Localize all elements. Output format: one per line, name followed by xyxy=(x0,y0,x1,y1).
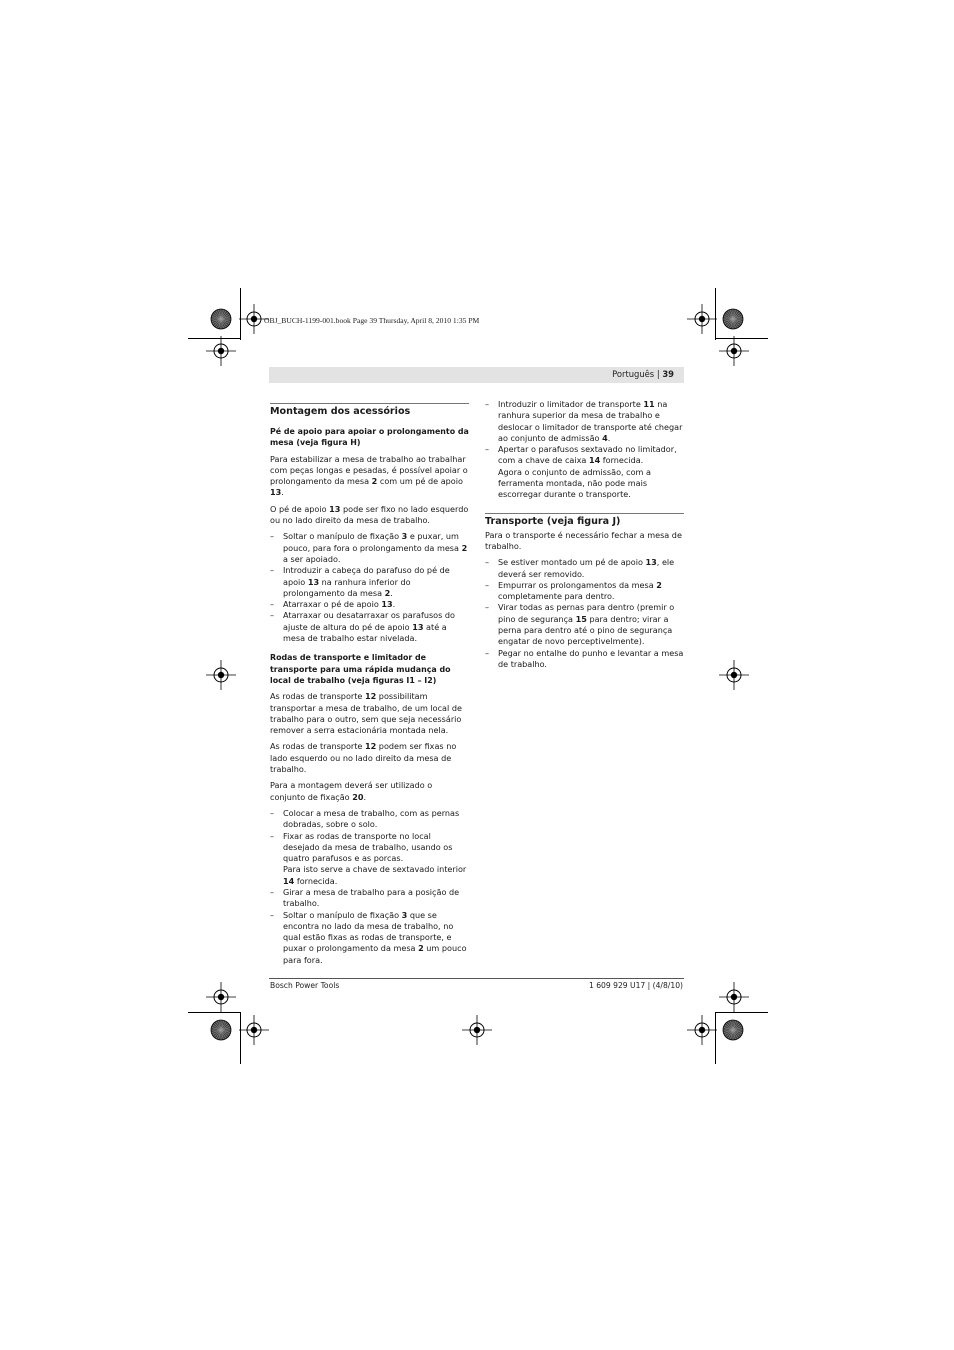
dash-bullet: – xyxy=(270,830,275,841)
step-text: Colocar a mesa de trabalho, com as pernas dobradas, sobre o solo. xyxy=(283,807,460,830)
reference-number: 12 xyxy=(364,741,377,752)
registration-mark-icon xyxy=(462,1015,492,1045)
reference-number: 14 xyxy=(283,875,295,886)
registration-mark-icon xyxy=(719,982,749,1012)
dash-bullet: – xyxy=(270,610,275,621)
transport-steps xyxy=(485,557,684,670)
foot-support-steps xyxy=(270,531,469,644)
transport-limiter-steps xyxy=(485,399,684,501)
header-separator: | xyxy=(654,369,663,379)
list-item xyxy=(485,444,684,500)
list-item xyxy=(485,648,684,671)
registration-mark-icon xyxy=(687,304,717,334)
dash-bullet: – xyxy=(485,557,490,568)
reference-number: 12 xyxy=(364,691,377,702)
right-column xyxy=(485,399,684,670)
crop-mark xyxy=(240,288,241,340)
footer-rule xyxy=(269,978,684,979)
dash-bullet: – xyxy=(270,807,275,818)
reference-number: 20 xyxy=(352,791,364,802)
list-item xyxy=(485,602,684,647)
header-page-number: 39 xyxy=(662,369,674,379)
step-note: Para isto serve a chave de sextavado interior 14 fornecida. xyxy=(283,864,467,886)
step-text: Pegar no entalhe do punho e levantar a mesa de trabalho. xyxy=(498,647,684,669)
reference-number: 3 xyxy=(401,531,408,542)
reference-number: 2 xyxy=(461,542,468,553)
dash-bullet: – xyxy=(270,599,275,610)
foot-support-paragraph-1: Para estabilizar a mesa de trabalho ao trabalhar com peças longas e pesadas, é possível apoiar o prolongamento da mesa 2 com um pé de apoio 13. xyxy=(270,453,468,498)
reference-number: 13 xyxy=(381,599,393,610)
crop-mark xyxy=(188,1012,240,1013)
dash-bullet: – xyxy=(270,886,275,897)
crop-mark xyxy=(716,1012,768,1013)
list-item xyxy=(270,910,469,966)
book-file-info: OBJ_BUCH-1199-001.book Page 39 Thursday, April 8, 2010 1:35 PM xyxy=(264,316,480,325)
crop-mark xyxy=(240,1012,241,1064)
step-text: Se estiver montado um pé de apoio 13, ele deverá ser removido. xyxy=(498,557,675,579)
color-target-icon xyxy=(722,1019,744,1041)
page-header-bar xyxy=(269,367,684,383)
crop-mark xyxy=(715,1012,716,1064)
wheels-heading: Rodas de transporte e limitador de transporte para uma rápida mudança do local de trabalho (veja figuras I1 – I2) xyxy=(270,653,451,685)
step-text: Apertar o parafusos sextavado no limitador, com a chave de caixa 14 fornecida. xyxy=(498,444,677,466)
list-item xyxy=(270,565,469,599)
reference-number: 2 xyxy=(656,579,662,590)
list-item xyxy=(485,557,684,580)
wheels-paragraph-1: As rodas de transporte 12 possibilitam transportar a mesa de trabalho, de um local de trabalho para o outro, sem que seja necessário remover a serra estacionária montada nela. xyxy=(270,691,462,736)
registration-mark-icon xyxy=(719,660,749,690)
dash-bullet: – xyxy=(485,444,490,455)
step-text: Introduzir o limitador de transporte 11 na ranhura superior da mesa de trabalho e deslocar o limitador de transporte até chegar ao conjunto de admissão 4. xyxy=(498,399,683,443)
section-rule xyxy=(485,513,684,514)
dash-bullet: – xyxy=(270,565,275,576)
step-text: Soltar o manípulo de fixação 3 que se encontra no lado da mesa de trabalho, no qual estão fixas as rodas de transporte, e puxar o prolongamento da mesa 2 um pouco para fora. xyxy=(283,909,467,965)
reference-number: 2 xyxy=(384,587,391,598)
reference-number: 13 xyxy=(329,503,341,514)
registration-mark-icon xyxy=(687,1015,717,1045)
wheels-paragraph-3: Para a montagem deverá ser utilizado o conjunto de fixação 20. xyxy=(270,780,433,802)
step-text: Atarraxar o pé de apoio 13. xyxy=(283,599,396,610)
section-rule xyxy=(270,403,469,404)
section-title: Montagem dos acessórios xyxy=(270,406,411,417)
registration-mark-icon xyxy=(239,1015,269,1045)
wheels-paragraph-2: As rodas de transporte 12 podem ser fixas no lado esquerdo ou no lado direito da mesa de trabalho. xyxy=(270,741,457,775)
list-item xyxy=(270,610,469,644)
registration-mark-icon xyxy=(206,982,236,1012)
reference-number: 13 xyxy=(645,557,657,568)
crop-mark xyxy=(716,338,768,339)
list-item xyxy=(270,599,469,610)
list-item xyxy=(270,531,469,565)
color-target-icon xyxy=(210,308,232,330)
foot-support-paragraph-2: O pé de apoio 13 pode ser fixo no lado esquerdo ou no lado direito da mesa de trabalho. xyxy=(270,503,469,526)
dash-bullet: – xyxy=(485,579,490,590)
registration-mark-icon xyxy=(719,336,749,366)
color-target-icon xyxy=(210,1019,232,1041)
list-item xyxy=(270,831,469,887)
reference-number: 13 xyxy=(307,576,320,587)
reference-number: 14 xyxy=(588,455,601,466)
dash-bullet: – xyxy=(485,399,490,409)
transport-paragraph: Para o transporte é necessário fechar a mesa de trabalho. xyxy=(485,529,682,551)
list-item xyxy=(270,808,469,831)
left-column xyxy=(270,403,469,966)
reference-number: 15 xyxy=(575,613,587,624)
step-note: Agora o conjunto de admissão, com a ferramenta montada, não pode mais escorregar durante o transporte. xyxy=(498,466,651,500)
reference-number: 11 xyxy=(643,399,655,409)
registration-mark-icon xyxy=(206,660,236,690)
reference-number: 13 xyxy=(412,621,424,632)
registration-mark-icon xyxy=(206,336,236,366)
dash-bullet: – xyxy=(270,531,275,542)
reference-number: 13 xyxy=(270,487,282,498)
list-item xyxy=(270,887,469,910)
wheels-steps xyxy=(270,808,469,966)
step-text: Soltar o manípulo de fixação 3 e puxar, um pouco, para fora o prolongamento da mesa 2 a ser apoiado. xyxy=(283,531,468,564)
list-item xyxy=(485,399,684,444)
dash-bullet: – xyxy=(270,909,275,920)
reference-number: 2 xyxy=(418,943,424,954)
footer-brand: Bosch Power Tools xyxy=(270,981,340,990)
transport-heading: Transporte (veja figura J) xyxy=(485,515,621,527)
list-item xyxy=(485,580,684,603)
step-text: Introduzir a cabeça do parafuso do pé de apoio 13 na ranhura inferior do prolongamento da mesa 2. xyxy=(283,565,450,598)
step-text: Atarraxar ou desatarraxar os parafusos do ajuste de altura do pé de apoio 13 até a mesa de trabalho estar nivelada. xyxy=(283,610,456,644)
crop-mark xyxy=(188,338,240,339)
reference-number: 4 xyxy=(602,432,608,443)
step-text: Fixar as rodas de transporte no local desejado da mesa de trabalho, usando os quatro parafusos e as porcas. xyxy=(283,830,453,864)
crop-mark xyxy=(715,288,716,340)
reference-number: 2 xyxy=(371,476,378,487)
step-text: Empurrar os prolongamentos da mesa 2 completamente para dentro. xyxy=(498,579,662,602)
step-text: Girar a mesa de trabalho para a posição de trabalho. xyxy=(283,886,460,909)
color-target-icon xyxy=(722,308,744,330)
foot-support-heading: Pé de apoio para apoiar o prolongamento da mesa (veja figura H) xyxy=(270,427,469,448)
header-language: Português xyxy=(612,369,655,379)
reference-number: 3 xyxy=(401,909,408,920)
dash-bullet: – xyxy=(485,647,490,658)
page-header-text xyxy=(612,369,674,379)
step-text: Virar todas as pernas para dentro (premir o pino de segurança 15 para dentro; virar a perna para dentro até o pino de segurança engatar de novo perceptivelmente). xyxy=(498,602,675,647)
dash-bullet: – xyxy=(485,602,490,613)
footer-doc-number: 1 609 929 U17 | (4/8/10) xyxy=(588,981,683,990)
